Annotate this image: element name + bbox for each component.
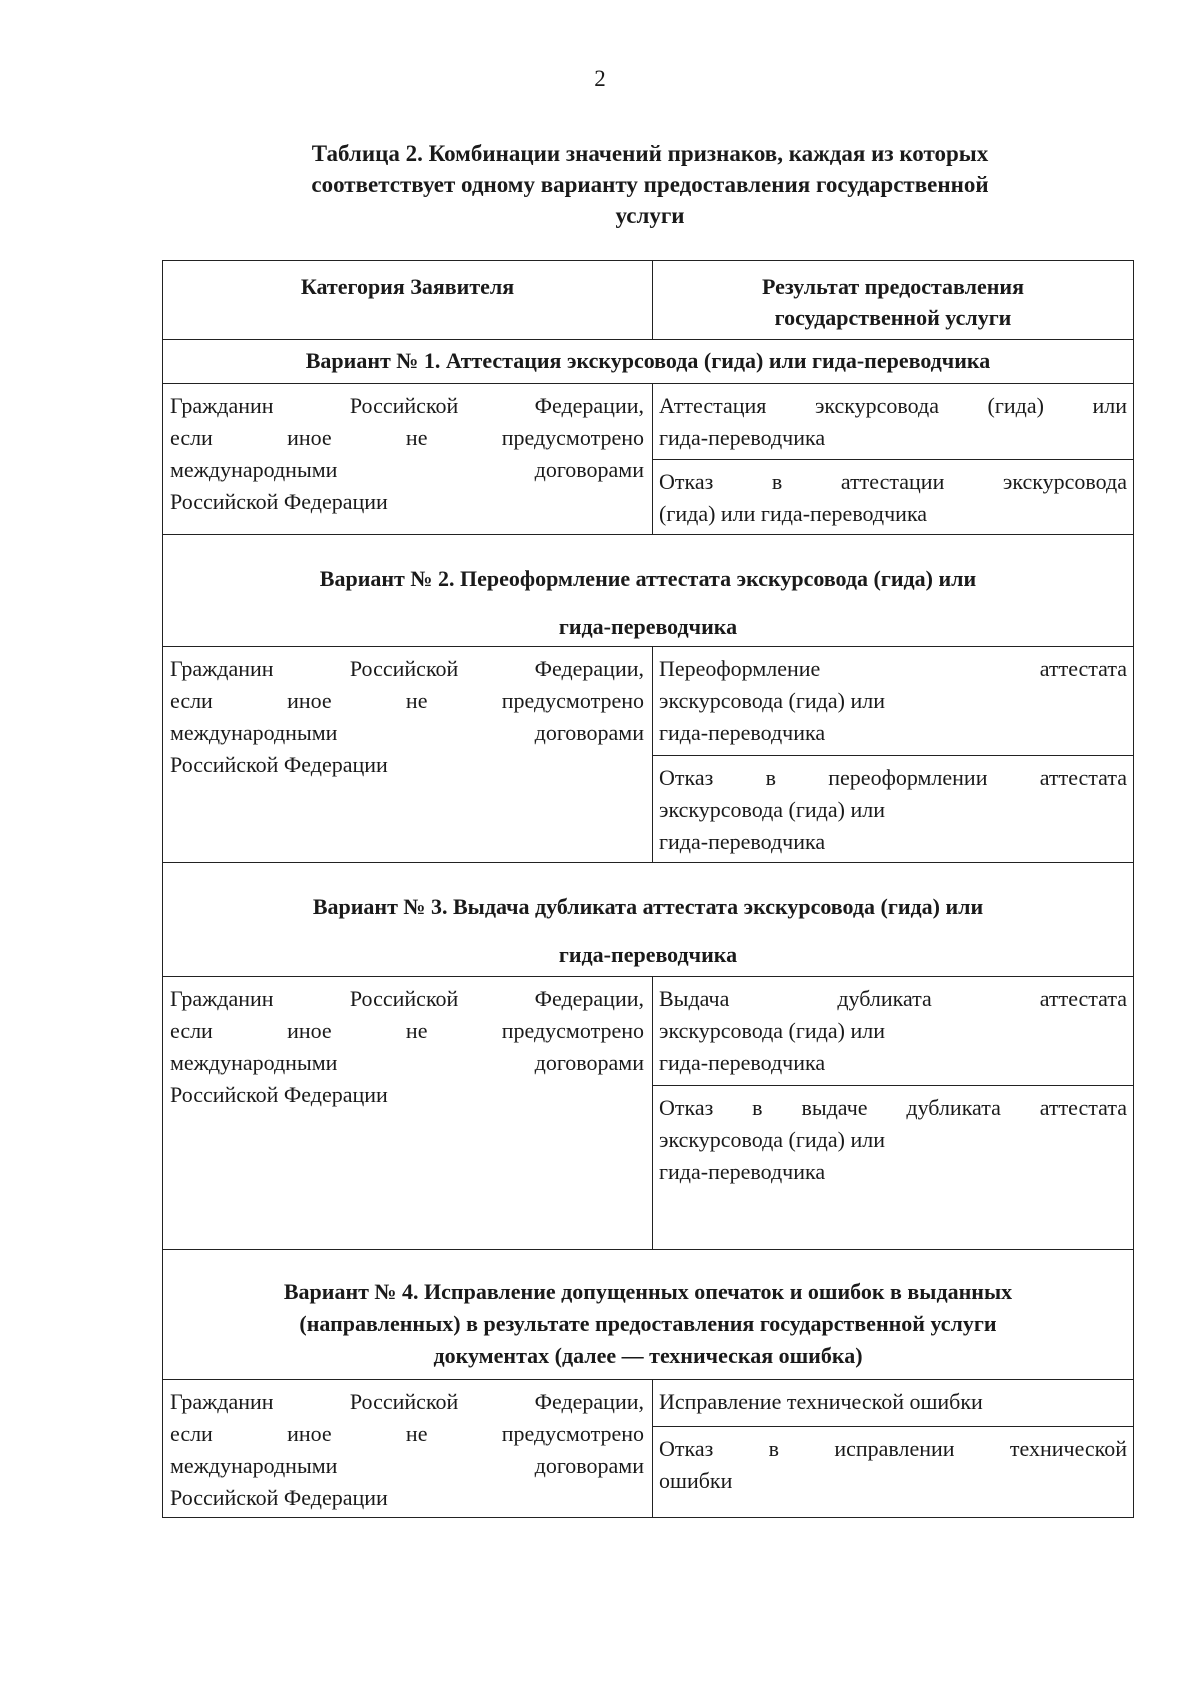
- result-column: [653, 384, 1133, 534]
- applicant-line: Российской Федерации: [170, 1082, 388, 1107]
- result-cell: [653, 384, 1133, 459]
- result-line: гида-переводчика: [659, 720, 826, 745]
- applicant-line: если иное не предусмотрено: [170, 688, 644, 713]
- variant-1-row: [163, 384, 1133, 535]
- result-line: гида-переводчика: [659, 1159, 826, 1184]
- applicant-line: международными договорами: [170, 1453, 644, 1478]
- header-category: Категория Заявителя: [163, 261, 653, 339]
- result-cell: [653, 977, 1133, 1085]
- applicant-line: международными договорами: [170, 720, 644, 745]
- result-line: экскурсовода (гида) или: [659, 688, 885, 713]
- table-caption: [200, 138, 1100, 231]
- page-number: 2: [594, 66, 606, 91]
- variant-title-text: Вариант № 4. Исправление допущенных опечаток и ошибок в выданных: [283, 1279, 1013, 1304]
- result-column: [653, 647, 1133, 862]
- result-line: гида-переводчика: [659, 1050, 826, 1075]
- result-line: Отказ в переоформлении аттестата: [659, 765, 1127, 790]
- variant-title-text: гида-переводчика: [558, 942, 738, 967]
- result-column: [653, 1380, 1133, 1517]
- applicant-line: международными договорами: [170, 457, 644, 482]
- result-line: Отказ в выдаче дубликата аттестата: [659, 1095, 1127, 1120]
- header-result: [653, 261, 1133, 339]
- result-cell: [653, 459, 1133, 534]
- result-cell: [653, 1085, 1133, 1249]
- applicant-line: Гражданин Российской Федерации,: [170, 393, 644, 418]
- applicant-line: Российской Федерации: [170, 489, 388, 514]
- applicant-line: международными договорами: [170, 1050, 644, 1075]
- result-line: гида-переводчика: [659, 829, 826, 854]
- caption-line: соответствует одному варианту предоставления государственной: [311, 172, 989, 197]
- applicant-category-cell: [163, 647, 653, 862]
- variant-title-text: Вариант № 1. Аттестация экскурсовода (гида) или гида-переводчика: [305, 348, 991, 373]
- variant-title-text: документах (далее — техническая ошибка): [433, 1343, 863, 1368]
- table-header-row: [163, 261, 1133, 340]
- variant-title-text: Вариант № 2. Переоформление аттестата экскурсовода (гида) или: [319, 566, 977, 591]
- result-line: Отказ в исправлении технической: [659, 1436, 1127, 1461]
- result-column: [653, 977, 1133, 1249]
- header-result-line: Результат предоставления: [761, 274, 1024, 299]
- result-line: Выдача дубликата аттестата: [659, 986, 1127, 1011]
- result-cell: [653, 1426, 1133, 1517]
- variant-2-row: [163, 647, 1133, 863]
- variant-title-text: Вариант № 3. Выдача дубликата аттестата экскурсовода (гида) или: [312, 894, 984, 919]
- variant-4-title: [163, 1250, 1133, 1380]
- result-line: Отказ в аттестации экскурсовода: [659, 469, 1127, 494]
- header-result-line: государственной услуги: [774, 305, 1012, 330]
- result-line: Исправление технической ошибки: [659, 1389, 983, 1414]
- result-cell: [653, 755, 1133, 862]
- caption-line: Таблица 2. Комбинации значений признаков, каждая из которых: [311, 141, 989, 166]
- variant-title-text: (направленных) в результате предоставления государственной услуги: [299, 1311, 997, 1336]
- result-line: (гида) или гида-переводчика: [659, 501, 928, 526]
- result-line: ошибки: [659, 1468, 733, 1493]
- applicant-line: Гражданин Российской Федерации,: [170, 656, 644, 681]
- variant-3-row: [163, 977, 1133, 1250]
- variant-3-title: [163, 863, 1133, 977]
- caption-line: услуги: [615, 203, 685, 228]
- result-line: экскурсовода (гида) или: [659, 1127, 885, 1152]
- variants-table: [162, 260, 1134, 1518]
- variant-4-row: [163, 1380, 1133, 1517]
- variant-title-text: гида-переводчика: [558, 614, 738, 639]
- applicant-line: Российской Федерации: [170, 1485, 388, 1510]
- variant-1-title: [163, 340, 1133, 384]
- applicant-category-cell: [163, 1380, 653, 1517]
- result-line: Аттестация экскурсовода (гида) или: [659, 393, 1127, 418]
- applicant-category-cell: [163, 977, 653, 1249]
- applicant-line: Гражданин Российской Федерации,: [170, 986, 644, 1011]
- applicant-line: Российской Федерации: [170, 752, 388, 777]
- applicant-line: Гражданин Российской Федерации,: [170, 1389, 644, 1414]
- result-line: экскурсовода (гида) или: [659, 797, 885, 822]
- applicant-line: если иное не предусмотрено: [170, 425, 644, 450]
- result-cell: [653, 647, 1133, 755]
- result-line: гида-переводчика: [659, 425, 826, 450]
- applicant-line: если иное не предусмотрено: [170, 1018, 644, 1043]
- applicant-line: если иное не предусмотрено: [170, 1421, 644, 1446]
- variant-2-title: [163, 535, 1133, 647]
- result-line: экскурсовода (гида) или: [659, 1018, 885, 1043]
- result-line: Переоформление аттестата: [659, 656, 1127, 681]
- result-cell: [653, 1380, 1133, 1426]
- applicant-category-cell: [163, 384, 653, 534]
